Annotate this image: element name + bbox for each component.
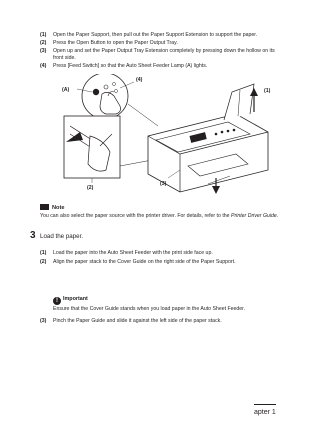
step-number: (2) — [40, 40, 47, 46]
important-body: Ensure that the Cover Guide stands when you load paper in the Auto Sheet Feeder. — [53, 306, 246, 312]
section-number: 3 — [30, 230, 36, 241]
important-heading — [53, 296, 88, 305]
step-2 — [40, 40, 276, 47]
step-number: (3) — [40, 48, 47, 54]
printer-illustration — [40, 74, 276, 199]
callout-2: (2) — [87, 185, 94, 191]
load-step-3 — [40, 318, 276, 325]
note-heading — [40, 204, 64, 211]
step-4 — [40, 63, 276, 70]
step-text: Pinch the Paper Guide and slide it against the left side of the paper stack. — [53, 318, 222, 324]
step-text: Load the paper into the Auto Sheet Feeder with the print side face up. — [53, 250, 213, 256]
step-number: (1) — [40, 250, 47, 256]
step-3 — [40, 48, 276, 61]
footer-rule — [254, 404, 276, 405]
step-1 — [40, 32, 276, 39]
step-number: (4) — [40, 63, 47, 69]
load-step-2 — [40, 259, 276, 266]
feed-slot-zoom-inset — [64, 116, 120, 178]
chapter-footer: apter 1 — [254, 409, 276, 416]
note-body-end: . — [276, 213, 279, 219]
step-text: Open up and set the Paper Output Tray Extension completely by pressing down the hollow on its front side. — [53, 48, 275, 61]
control-panel-zoom-inset — [82, 74, 128, 119]
note-body-reference: Printer Driver Guide — [230, 213, 277, 219]
step-number: (1) — [40, 32, 47, 38]
callout-4: (4) — [136, 77, 143, 83]
important-heading-text: Important — [63, 296, 88, 302]
step-text: Press [Feed Switch] so that the Auto Sheet Feeder Lamp (A) lights. — [53, 63, 208, 69]
note-heading-text: Note — [52, 205, 65, 211]
step-text: Press the Open Button to open the Paper Output Tray. — [53, 40, 178, 46]
arrow-down-icon — [212, 186, 220, 194]
callout-3: (3) — [160, 181, 167, 187]
callout-1: (1) — [264, 88, 271, 94]
note-body-text: You can also select the paper source with the printer driver. For details, refer to the — [40, 213, 231, 219]
note-body — [40, 213, 280, 220]
callout-a: (A) — [62, 87, 70, 93]
printer-body — [148, 84, 268, 192]
printer-illustration-svg — [40, 74, 276, 199]
step-text: Open the Paper Support, then pull out the Paper Support Extension to support the paper. — [53, 32, 258, 38]
section-title: Load the paper. — [40, 233, 84, 240]
step-number: (3) — [40, 318, 47, 324]
note-icon — [40, 204, 49, 210]
warning-icon: ! — [53, 297, 61, 305]
load-step-1 — [40, 250, 276, 257]
step-number: (2) — [40, 259, 47, 265]
step-text: Align the paper stack to the Cover Guide on the right side of the Paper Support. — [53, 259, 236, 265]
